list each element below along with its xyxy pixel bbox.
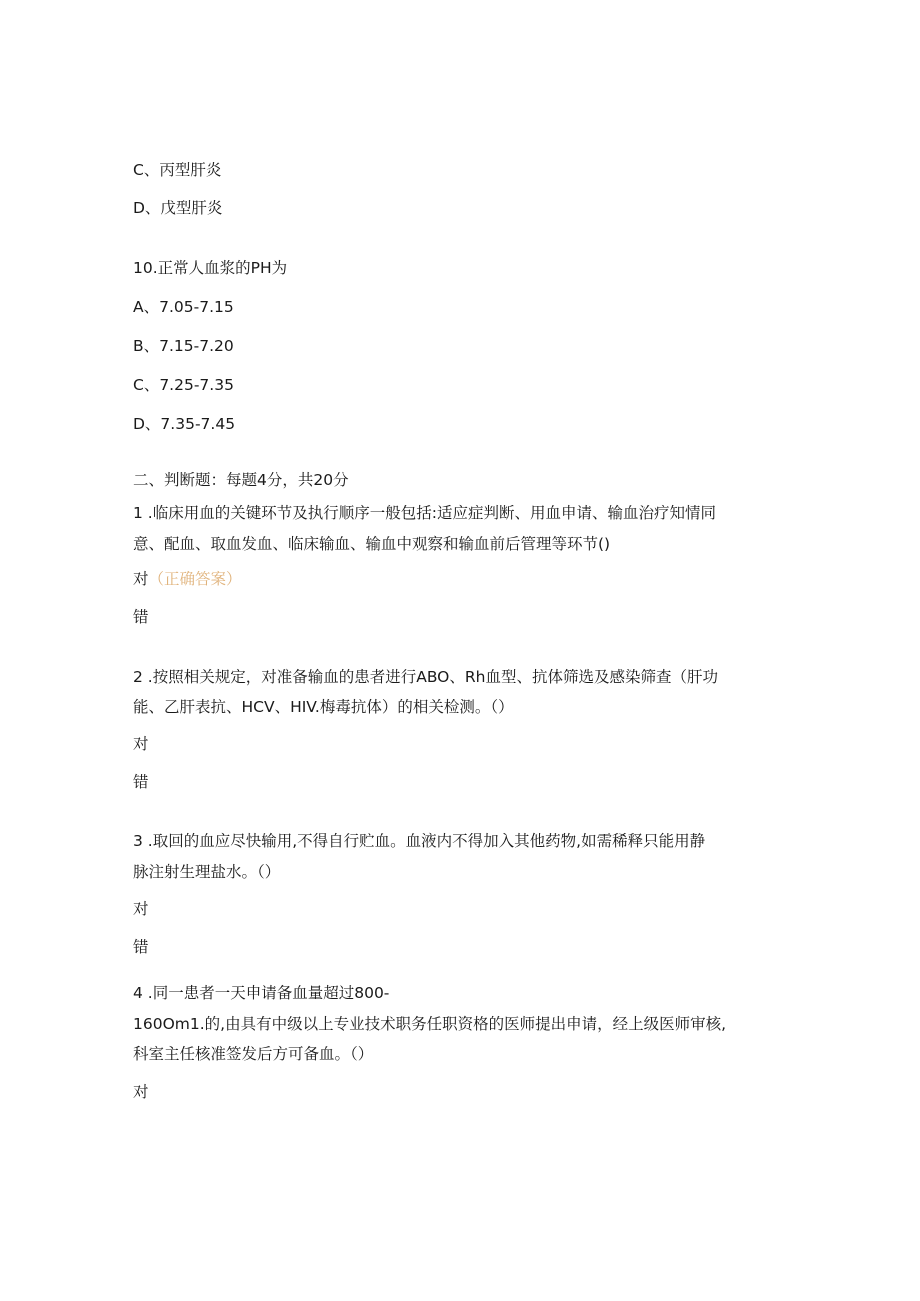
- tf1-stem-line2: 意、配血、取血发血、临床输血、输血中观察和输血前后管理等环节(): [133, 535, 611, 553]
- tf3-true-option: 对: [133, 900, 149, 918]
- q10-option-a: A、7.05-7.15: [133, 298, 234, 316]
- q10-option-b: B、7.15-7.20: [133, 337, 234, 355]
- tf2-stem-line2: 能、乙肝表抗、HCV、HIV.梅毒抗体）的相关检测。（）: [133, 698, 514, 716]
- q9-option-c: C、丙型肝炎: [133, 161, 222, 179]
- q9-option-d: D、戊型肝炎: [133, 199, 223, 217]
- tf2-true-option: 对: [133, 735, 149, 753]
- tf2-false-option: 错: [133, 773, 149, 791]
- tf1-false-option: 错: [133, 608, 149, 626]
- tf1-true-option: [133, 569, 242, 589]
- tf4-true-option: 对: [133, 1083, 149, 1101]
- tf4-stem-line1: 4 .同一患者一天申请备血量超过800-: [133, 984, 390, 1002]
- tf4-stem-line3: 科室主任核准签发后方可备血。（）: [133, 1045, 374, 1063]
- tf1-correct-answer-note: （正确答案）: [148, 570, 242, 588]
- tf3-false-option: 错: [133, 938, 149, 956]
- q10-stem: 10.正常人血浆的PH为: [133, 259, 288, 277]
- tf1-true-label: 对: [133, 570, 149, 588]
- section2-heading: 二、判断题：每题4分，共20分: [133, 471, 349, 489]
- tf3-stem-line2: 脉注射生理盐水。（）: [133, 863, 281, 881]
- q10-option-d: D、7.35-7.45: [133, 415, 236, 433]
- q10-option-c: C、7.25-7.35: [133, 376, 234, 394]
- tf2-stem-line1: 2 .按照相关规定，对准备输血的患者进行ABO、Rh血型、抗体筛选及感染筛查（肝功: [133, 668, 718, 686]
- tf3-stem-line1: 3 .取回的血应尽快输用,不得自行贮血。血液内不得加入其他药物,如需稀释只能用静: [133, 832, 706, 850]
- tf4-stem-line2: 160Om1.的,由具有中级以上专业技术职务任职资格的医师提出申请，经上级医师审核,: [133, 1015, 727, 1033]
- tf1-stem-line1: 1 .临床用血的关键环节及执行顺序一般包括:适应症判断、用血申请、输血治疗知情同: [133, 504, 716, 522]
